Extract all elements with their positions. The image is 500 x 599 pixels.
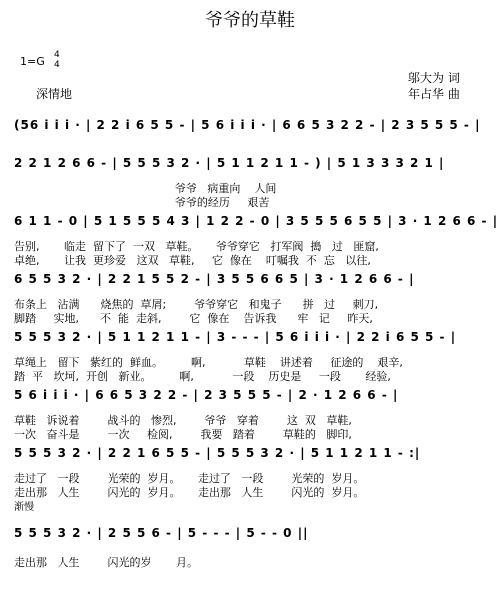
- time-signature-numerator: 4: [54, 50, 60, 60]
- notation-line: 6 1 1 - 0 | 5 1 5 5 5 4 3 | 1 2 2 - 0 | 3 5 5 5 6 5 5 | 3 · 1 2 6 6 - |: [14, 214, 499, 228]
- notation-line: 6 5 5 3 2 · | 2 2 1 5 5 2 - | 3 5 5 6 6 5 | 3 · 1 2 6 6 - |: [14, 272, 415, 286]
- lyric-verse-1: 走出那 人生 闪光的岁 月。: [14, 556, 198, 569]
- lyric-verse-2: 一次 奋斗是 一次 检阅, 我要 踏着 草鞋的 脚印,: [14, 428, 352, 441]
- lyric-verse-1: 走过了 一段 光荣的 岁月。 走过了 一段 光荣的 岁月。: [14, 472, 365, 485]
- notation-line: 5 5 5 3 2 · | 2 5 5 6 - | 5 - - - | 5 - - 0 ||: [14, 526, 309, 540]
- notation-line: (56 i i i · | 2 2 i 6 5 5 - | 5 6 i i i · | 6 6 5 3 2 2 - | 2 3 5 5 5 - |: [14, 118, 481, 132]
- lyric-verse-2: 脚踏 实地, 不 能 走斜, 它 像在 告诉我 牢 记 昨天,: [14, 312, 373, 325]
- lyricist-credit: 邬大为 词: [408, 71, 460, 85]
- notation-line: 5 5 5 3 2 · | 2 2 1 6 5 5 - | 5 5 5 3 2 · | 5 1 1 2 1 1 - :|: [14, 446, 421, 460]
- lyric-verse-2: 爷爷的经历 艰苦: [14, 196, 270, 209]
- key-signature: 1=G: [20, 55, 45, 68]
- lyric-verse-1: 布条上 沾满 烧焦的 草屑; 爷爷穿它 和鬼子 拼 过 刺刀,: [14, 298, 379, 311]
- time-signature-denominator: 4: [54, 60, 60, 70]
- lyric-verse-1: 草鞋 诉说着 战斗的 惨烈, 爷爷 穿着 这 双 草鞋,: [14, 414, 352, 427]
- lyric-verse-2: 踏 平 坎坷, 开创 新业。 啊, 一段 历史是 一段 经验,: [14, 370, 391, 383]
- lyric-verse-2: 走出那 人生 闪光的 岁月。 走出那 人生 闪光的 岁月。: [14, 486, 365, 499]
- tempo-marking: 深情地: [36, 87, 73, 101]
- time-signature: [54, 50, 60, 70]
- lyric-verse-2: 卓绝, 让我 更珍爱 这双 草鞋, 它 像在 叮嘱我 不 忘 以往,: [14, 254, 371, 267]
- lyric-verse-1: 告别, 临走 留下了 一双 草鞋。 爷爷穿它 打军阀 搗 过 匪窟,: [14, 240, 379, 253]
- notation-line: 2 2 1 2 6 6 - | 5 5 5 3 2 · | 5 1 1 2 1 1 - ) | 5 1 3 3 3 2 1 |: [14, 156, 445, 170]
- composer-credit: 年占华 曲: [408, 87, 460, 101]
- lyric-verse-1: 爷爷 病重向 人间: [14, 182, 277, 195]
- lyric-verse-1: 草绳上 留下 紫红的 鲜血。 啊, 草鞋 讲述着 征途的 艰辛,: [14, 356, 403, 369]
- notation-line: 5 5 5 3 2 · | 5 1 1 2 1 1 - | 3 - - - | 5 6 i i i · | 2 2 i 6 5 5 - |: [14, 330, 457, 344]
- notation-line: 5 6 i i i · | 6 6 5 3 2 2 - | 2 3 5 5 5 - | 2 · 1 2 6 6 - |: [14, 388, 399, 402]
- tempo-hint: 渐慢: [14, 502, 34, 513]
- song-title: 爷爷的草鞋: [205, 10, 295, 31]
